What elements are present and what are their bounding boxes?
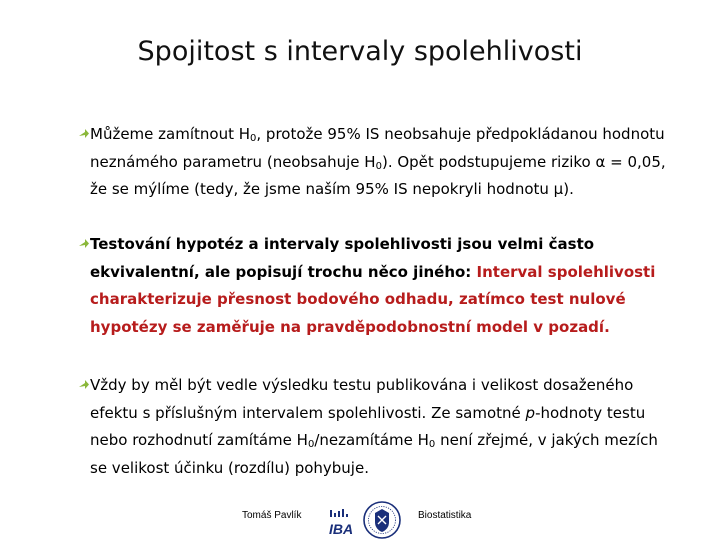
bullet-1	[76, 121, 666, 204]
iba-logo-text: IBA	[328, 521, 354, 537]
bullet-2-text: Testování hypotéz a intervaly spolehlivosti jsou velmi často ekvivalentní, ale popisují trochu něco jiného: Interval spolehlivosti charakterizuje přesnost bodového odhadu, zatímco test nulové hypotézy se zaměřuje na pravděpodobnostní model v pozadí.	[90, 235, 656, 336]
bullet-3	[76, 372, 666, 482]
university-seal-logo	[362, 500, 402, 540]
iba-logo	[326, 509, 356, 537]
bullet-3-text: Vždy by měl být vedle výsledku testu publikována i velikost dosaženého efektu s příslušným intervalem spolehlivosti. Ze samotné p-hodnoty testu nebo rozhodnutí zamítáme $H_0$/nezamítáme $H_0$ není zřejmé, v jakých mezích se velikost účinku (rozdílu) pohybuje.	[90, 376, 658, 477]
emphasis-text: Interval spolehlivosti charakterizuje přesnost bodového odhadu, zatímco test nulové hypotézy se zaměřuje na pravděpodobnostní model v pozadí.	[90, 262, 656, 336]
footer-subject: Biostatistika	[418, 510, 472, 521]
footer-author: Tomáš Pavlík	[242, 510, 302, 521]
bullet-2	[76, 231, 666, 341]
arrow-bullet-icon	[78, 237, 90, 249]
arrow-bullet-icon	[78, 127, 90, 139]
slide-title: Spojitost s intervaly spolehlivosti	[137, 36, 583, 67]
bullet-1-text: Můžeme zamítnout $H_0$, protože 95% IS neobsahuje předpokládanou hodnotu neznámého parametru (neobsahuje $H_0$). Opět podstupujeme riziko α = 0,05, že se mýlíme (tedy, že jsme naším 95% IS nepokryli hodnotu μ).	[90, 125, 666, 198]
arrow-bullet-icon	[78, 378, 90, 390]
